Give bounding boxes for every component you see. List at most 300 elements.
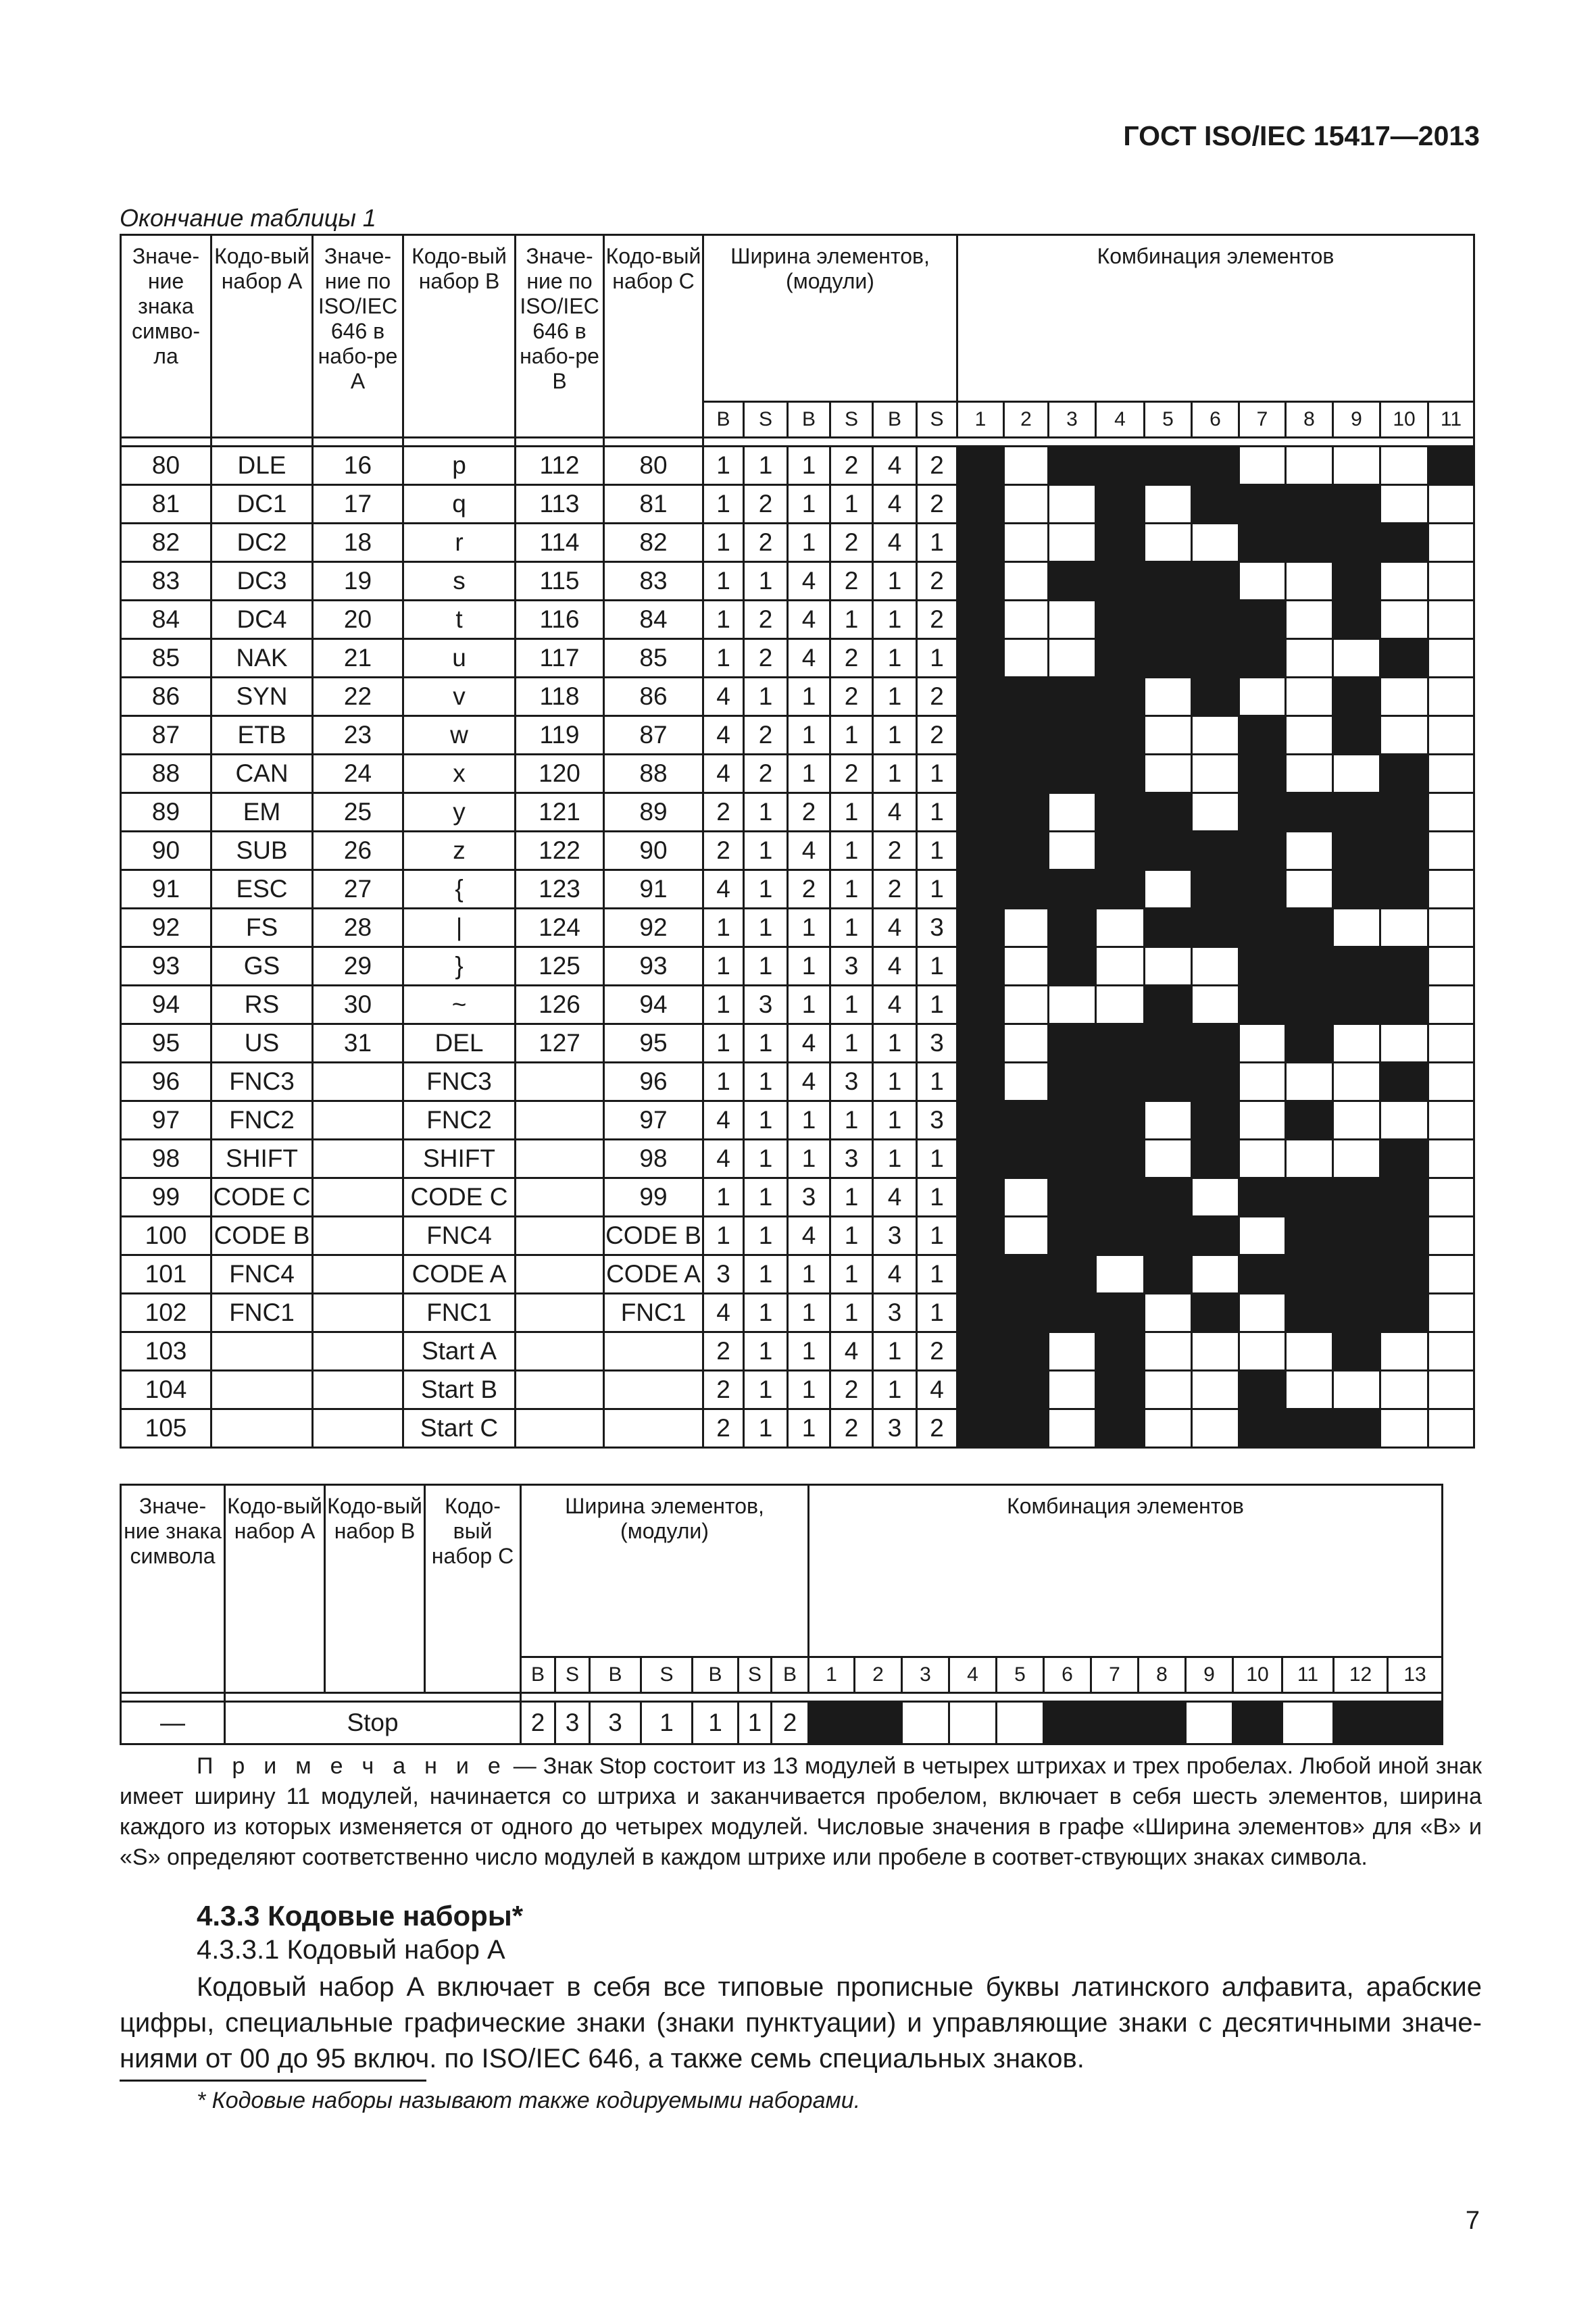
value-cell: 81 [121,485,211,524]
space-module [1145,678,1192,716]
width-cell: 1 [788,986,830,1024]
table-row [121,793,1474,832]
space-module [1239,1140,1286,1178]
space-module [902,1702,949,1744]
note-text: — Знак Stop состоит из 13 модулей в четырех штрихах и трех пробелах. Любой иной знак имеет ширину 11 модулей, начинается со штриха и заканчивается пробелом, включает в себя шесть элементов, ширина каждого из которых изменяется от одного до четырех модулей. Числовые значения в графе «Ширина элементов» для «В» и «S» определяют соответственно число модулей в каждом штрихе или пробеле в соответ-ствующих знаках символа. [120,1753,1482,1870]
bar-module [1380,755,1428,793]
bar-module [1333,947,1380,986]
width-cell: 1 [703,1178,744,1217]
width-cell: 1 [917,1255,957,1294]
width-cell: 3 [555,1702,590,1744]
set-b-cell: SHIFT [403,1140,516,1178]
bar-module [1049,909,1096,947]
bar-module [1333,793,1380,832]
col-header-set-c: Кодо-вый набор С [604,235,703,438]
bar-module [1004,1101,1049,1140]
bar-module [1380,1140,1428,1178]
bar-module [1333,601,1380,639]
set-a-cell: FNC2 [211,1101,313,1140]
bar-module [1192,485,1239,524]
space-module [1049,986,1096,1024]
width-cell: 4 [873,1255,917,1294]
space-module [1333,1101,1380,1140]
space-module [1380,909,1428,947]
table-row [121,1409,1474,1448]
space-module [1004,447,1049,485]
bar-module [1239,832,1286,870]
space-module [1192,793,1239,832]
space-module [1428,986,1474,1024]
width-cell: 1 [830,1024,873,1063]
col-header-set-c: Кодо-вый набор С [425,1485,521,1693]
space-module [1428,1063,1474,1101]
bar-module [1333,562,1380,601]
value-cell: 87 [121,716,211,755]
value-cell: 94 [121,986,211,1024]
iso-a-cell [313,1101,403,1140]
space-module [1428,1371,1474,1409]
width-cell: 1 [830,909,873,947]
table-row [121,1178,1474,1217]
col-header-widths: Ширина элементов, (модули) [703,235,957,402]
width-cell: 2 [917,716,957,755]
space-module [1286,562,1333,601]
bar-module [1380,1294,1428,1332]
bar-module [1049,1140,1096,1178]
set-a-cell: EM [211,793,313,832]
set-a-cell: SHIFT [211,1140,313,1178]
space-module [1428,1024,1474,1063]
width-cell: 1 [788,947,830,986]
iso-a-cell [313,1294,403,1332]
bar-module [1192,909,1239,947]
set-b-cell: v [403,678,516,716]
bar-module [1428,447,1474,485]
width-cell: 1 [917,524,957,562]
bar-module [1239,1178,1286,1217]
iso-a-cell: 16 [313,447,403,485]
table-row [121,832,1474,870]
set-a-cell: DC2 [211,524,313,562]
bar-module [1145,1255,1192,1294]
pattern-subheader: 9 [1333,402,1380,438]
subsection-heading: 4.3.3.1 Кодовый набор А [197,1935,505,1965]
bar-module [1380,1255,1428,1294]
space-module [1004,909,1049,947]
space-module [1428,1332,1474,1371]
bar-module [957,986,1004,1024]
space-module [1428,1294,1474,1332]
bar-module [1286,485,1333,524]
set-c-cell: 91 [604,870,703,909]
bar-module [1192,678,1239,716]
space-module [1333,909,1380,947]
table-row [121,716,1474,755]
note-prefix: П р и м е ч а н и е [197,1753,507,1779]
width-cell: 1 [830,793,873,832]
iso-a-cell [313,1140,403,1178]
width-cell: 1 [788,678,830,716]
width-cell: 2 [830,447,873,485]
pattern-subheader: 1 [957,402,1004,438]
width-cell: 1 [744,870,788,909]
width-cell: 1 [744,447,788,485]
bar-module [1286,1294,1333,1332]
set-a-cell: SUB [211,832,313,870]
space-module [1380,716,1428,755]
bar-module [1004,1294,1049,1332]
col-header-set-a: Кодо-вый набор А [225,1485,325,1693]
space-module [1049,639,1096,678]
set-b-cell: t [403,601,516,639]
space-module [1145,1101,1192,1140]
width-cell: 3 [744,986,788,1024]
space-module [1428,909,1474,947]
value-cell: 99 [121,1178,211,1217]
space-module [1428,755,1474,793]
set-b-cell: | [403,909,516,947]
bar-module [1049,1294,1096,1332]
space-module [1428,1409,1474,1448]
bar-module [1096,1294,1145,1332]
set-b-cell: { [403,870,516,909]
iso-a-cell: 26 [313,832,403,870]
space-module [1380,1332,1428,1371]
table-row [121,909,1474,947]
width-cell: 1 [744,1217,788,1255]
bar-module [1096,1140,1145,1178]
bar-module [1380,947,1428,986]
value-cell: 85 [121,639,211,678]
width-subheader: B [521,1657,555,1693]
iso-b-cell [516,1371,604,1409]
iso-b-cell: 122 [516,832,604,870]
space-module [1286,678,1333,716]
iso-a-cell: 28 [313,909,403,947]
space-module [1192,947,1239,986]
iso-b-cell: 123 [516,870,604,909]
space-module [1286,1140,1333,1178]
bar-module [1192,1063,1239,1101]
iso-a-cell [313,1371,403,1409]
width-cell: 2 [830,1371,873,1409]
value-cell: 91 [121,870,211,909]
table-row [121,1371,1474,1409]
value-cell: 96 [121,1063,211,1101]
space-module [1049,1371,1096,1409]
width-cell: 1 [830,1101,873,1140]
col-header-combination: Комбинация элементов [809,1485,1443,1657]
space-module [1192,755,1239,793]
space-module [1049,485,1096,524]
iso-b-cell: 126 [516,986,604,1024]
set-b-cell: FNC2 [403,1101,516,1140]
width-cell: 1 [744,1371,788,1409]
width-cell: 2 [830,1409,873,1448]
width-cell: 1 [703,1024,744,1063]
bar-module [1004,755,1049,793]
footnote-divider [120,2080,426,2082]
width-cell: 1 [917,639,957,678]
width-cell: 1 [830,485,873,524]
space-module [1192,1255,1239,1294]
width-cell: 1 [917,986,957,1024]
width-cell: 2 [744,755,788,793]
width-cell: 1 [873,562,917,601]
space-module [1096,947,1145,986]
bar-module [957,1024,1004,1063]
set-a-cell [211,1332,313,1371]
bar-module [1096,793,1145,832]
set-c-cell: 90 [604,832,703,870]
width-cell: 1 [873,1332,917,1371]
width-subheader: S [641,1657,693,1693]
space-module [1239,562,1286,601]
bar-module [1333,1294,1380,1332]
space-module [1333,755,1380,793]
width-cell: 4 [703,678,744,716]
space-module [1333,1371,1380,1409]
table-row [121,1702,1443,1744]
space-module [1145,485,1192,524]
width-cell: 1 [830,601,873,639]
iso-b-cell: 118 [516,678,604,716]
table-row [121,562,1474,601]
width-cell: 1 [873,639,917,678]
width-cell: 4 [703,755,744,793]
width-cell: 4 [873,524,917,562]
set-b-cell: ~ [403,986,516,1024]
value-cell: 102 [121,1294,211,1332]
stop-table [120,1484,1443,1745]
width-cell: 3 [830,1140,873,1178]
width-cell: 2 [830,562,873,601]
width-subheader: B [703,402,744,438]
bar-module [1096,639,1145,678]
bar-module [1145,1063,1192,1101]
bar-module [1096,755,1145,793]
space-module [1004,562,1049,601]
set-c-cell: 80 [604,447,703,485]
space-module [1239,678,1286,716]
stop-label-cell: Stop [225,1702,521,1744]
space-module [1380,1101,1428,1140]
set-a-cell: CAN [211,755,313,793]
set-c-cell: 89 [604,793,703,832]
value-cell: 97 [121,1101,211,1140]
width-cell: 3 [788,1178,830,1217]
bar-module [1049,562,1096,601]
width-cell: 2 [917,1332,957,1371]
space-module [1049,793,1096,832]
set-a-cell: NAK [211,639,313,678]
width-cell: 2 [703,1332,744,1371]
set-b-cell: u [403,639,516,678]
pattern-subheader: 5 [997,1657,1044,1693]
bar-module [1049,755,1096,793]
iso-b-cell [516,1294,604,1332]
bar-module [957,1409,1004,1448]
bar-module [1239,524,1286,562]
width-cell: 1 [703,562,744,601]
set-c-cell: 95 [604,1024,703,1063]
width-subheader: S [744,402,788,438]
width-cell: 1 [703,1217,744,1255]
bar-module [1380,793,1428,832]
bar-module [1096,1024,1145,1063]
bar-module [1145,793,1192,832]
bar-module [957,1101,1004,1140]
value-cell: 82 [121,524,211,562]
set-b-cell: FNC1 [403,1294,516,1332]
bar-module [1239,639,1286,678]
bar-module [957,524,1004,562]
bar-module [1049,1101,1096,1140]
iso-a-cell: 19 [313,562,403,601]
bar-module [1096,1101,1145,1140]
bar-module [1004,1255,1049,1294]
width-cell: 2 [788,870,830,909]
iso-b-cell: 116 [516,601,604,639]
width-subheader: S [555,1657,590,1693]
bar-module [1286,1101,1333,1140]
width-cell: 1 [830,870,873,909]
table-note [120,1751,1482,1873]
col-header-value: Значе-ние знака симво-ла [121,235,211,438]
width-cell: 4 [703,1140,744,1178]
space-module [1380,601,1428,639]
width-cell: 1 [917,1178,957,1217]
set-a-cell: DC3 [211,562,313,601]
iso-b-cell: 124 [516,909,604,947]
space-module [1004,947,1049,986]
iso-a-cell [313,1409,403,1448]
bar-module [957,870,1004,909]
set-b-cell: q [403,485,516,524]
width-cell: 1 [703,1063,744,1101]
set-c-cell [604,1371,703,1409]
header-separator [121,1693,1443,1702]
col-header-iso-b: Значе-ние по ISO/IEC 646 в набо-ре В [516,235,604,438]
set-a-cell: FNC3 [211,1063,313,1101]
bar-module [957,832,1004,870]
iso-a-cell [313,1332,403,1371]
width-cell: 4 [873,909,917,947]
space-module [1428,562,1474,601]
set-c-cell: 98 [604,1140,703,1178]
bar-module [957,601,1004,639]
value-cell: 90 [121,832,211,870]
width-cell: 4 [788,1217,830,1255]
set-b-cell: Start C [403,1409,516,1448]
width-cell: 3 [873,1294,917,1332]
space-module [1049,1332,1096,1371]
bar-module [1239,1255,1286,1294]
bar-module [1380,870,1428,909]
space-module [1145,947,1192,986]
bar-module [1145,562,1192,601]
space-module [1145,1409,1192,1448]
table-row [121,1140,1474,1178]
width-cell: 1 [744,1178,788,1217]
bar-module [1004,678,1049,716]
space-module [1428,1217,1474,1255]
table-row [121,485,1474,524]
set-b-cell: } [403,947,516,986]
space-module [1004,485,1049,524]
space-module [1428,1178,1474,1217]
bar-module [957,1217,1004,1255]
iso-b-cell [516,1140,604,1178]
bar-module [1233,1702,1282,1744]
space-module [1239,1217,1286,1255]
bar-module [1333,1255,1380,1294]
iso-b-cell: 125 [516,947,604,986]
value-cell: 84 [121,601,211,639]
space-module [1333,1140,1380,1178]
space-module [1049,524,1096,562]
bar-module [1286,524,1333,562]
width-cell: 1 [917,870,957,909]
bar-module [1192,1217,1239,1255]
space-module [1239,447,1286,485]
bar-module [1192,639,1239,678]
set-c-cell: 88 [604,755,703,793]
bar-module [1096,562,1145,601]
bar-module [1145,909,1192,947]
bar-module [1096,716,1145,755]
width-cell: 1 [744,947,788,986]
width-cell: 4 [788,562,830,601]
bar-module [1049,447,1096,485]
bar-module [1049,1255,1096,1294]
width-cell: 2 [917,601,957,639]
page-number: 7 [1465,2207,1480,2235]
width-cell: 4 [703,870,744,909]
bar-module [1286,1217,1333,1255]
space-module [1428,716,1474,755]
space-module [1004,524,1049,562]
space-module [1380,1024,1428,1063]
value-cell: 104 [121,1371,211,1409]
value-cell: 83 [121,562,211,601]
space-module [1286,832,1333,870]
bar-module [1096,832,1145,870]
width-cell: 1 [744,1332,788,1371]
width-cell: 2 [917,1409,957,1448]
set-b-cell: CODE C [403,1178,516,1217]
space-module [1192,716,1239,755]
width-cell: 2 [830,755,873,793]
space-module [1145,1332,1192,1371]
iso-a-cell: 18 [313,524,403,562]
space-module [1428,485,1474,524]
width-cell: 4 [788,1024,830,1063]
value-cell: 105 [121,1409,211,1448]
set-b-cell: s [403,562,516,601]
bar-module [1004,716,1049,755]
bar-module [1145,601,1192,639]
bar-module [1096,1063,1145,1101]
width-cell: 1 [703,485,744,524]
bar-module [1096,678,1145,716]
set-a-cell: DC4 [211,601,313,639]
width-cell: 1 [788,1371,830,1409]
bar-module [957,562,1004,601]
width-cell: 1 [788,1101,830,1140]
document-header: ГОСТ ISO/IEC 15417—2013 [1123,120,1480,151]
space-module [1333,447,1380,485]
